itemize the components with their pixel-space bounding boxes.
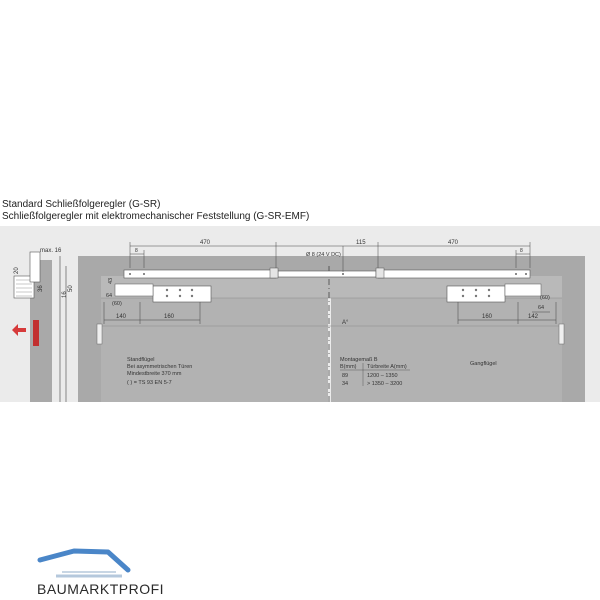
closer-body-left (153, 286, 211, 302)
dim-20: 20 (14, 267, 20, 274)
dim-max16: max. 16 (40, 248, 62, 254)
table-header-a: Türbreite A(mm) (367, 364, 407, 370)
dim-115: 115 (356, 240, 366, 246)
dim-142: 142 (528, 314, 539, 320)
brand-logo (36, 548, 166, 598)
closer-body-right (447, 286, 505, 302)
dim-160-left: 160 (164, 314, 175, 320)
dim-36: 36 (38, 285, 44, 292)
technical-drawing (0, 226, 600, 402)
dim-160-right: 160 (482, 314, 493, 320)
dim-16: 16 (62, 291, 68, 298)
door-leaf-left (101, 298, 328, 402)
hinge-right (559, 324, 564, 344)
dim-a-prime: A° (342, 320, 349, 326)
dim-cable: Ø 8 (24 V DC) (306, 252, 341, 258)
side-section-rail (30, 252, 40, 282)
red-arrow-icon-head (12, 324, 26, 336)
dim-43: 43 (108, 277, 114, 284)
table-row2-a: > 1350 – 3200 (367, 381, 403, 387)
label-ts93: ( ) = TS 93 EN 5-7 (127, 380, 172, 386)
guide-rail-left (124, 270, 276, 278)
red-arrow-icon (33, 320, 39, 346)
dim-470-right: 470 (448, 240, 459, 246)
dim-470-left: 470 (200, 240, 211, 246)
dim-64-right: 64 (538, 305, 545, 311)
label-montagemass: Montagemaß B (340, 357, 378, 363)
roof-logo-icon (36, 548, 166, 582)
table-row2-b: 34 (342, 381, 349, 387)
dim-60-right: (60) (540, 295, 550, 301)
label-asym: Bei asymmetrischen Türen (127, 364, 193, 370)
dim-8-left: 8 (135, 248, 138, 254)
label-standfluegel: Standflügel (127, 357, 155, 363)
label-mindestbreite: Mindestbreite 370 mm (127, 371, 182, 377)
guide-rail-right (378, 270, 530, 278)
hinge-left (97, 324, 102, 344)
title-gsr-emf: Schließfolgeregler mit elektromechanischer Feststellung (G-SR-EMF) (2, 211, 310, 222)
guide-rail-center (278, 271, 376, 277)
dim-50: 50 (68, 285, 74, 292)
dim-64-left: 64 (106, 293, 113, 299)
brand-logo-text: BAUMARKTPROFI (37, 581, 165, 597)
table-header-b: B(mm) (340, 364, 357, 370)
label-gangfluegel: Gangflügel (470, 361, 497, 367)
dim-60-left: (60) (112, 301, 122, 307)
title-gsr: Standard Schließfolgeregler (G-SR) (2, 199, 161, 210)
dim-8-right: 8 (520, 248, 523, 254)
table-row1-a: 1200 – 1350 (367, 373, 398, 379)
table-row1-b: 89 (342, 373, 349, 379)
dim-140: 140 (116, 314, 127, 320)
